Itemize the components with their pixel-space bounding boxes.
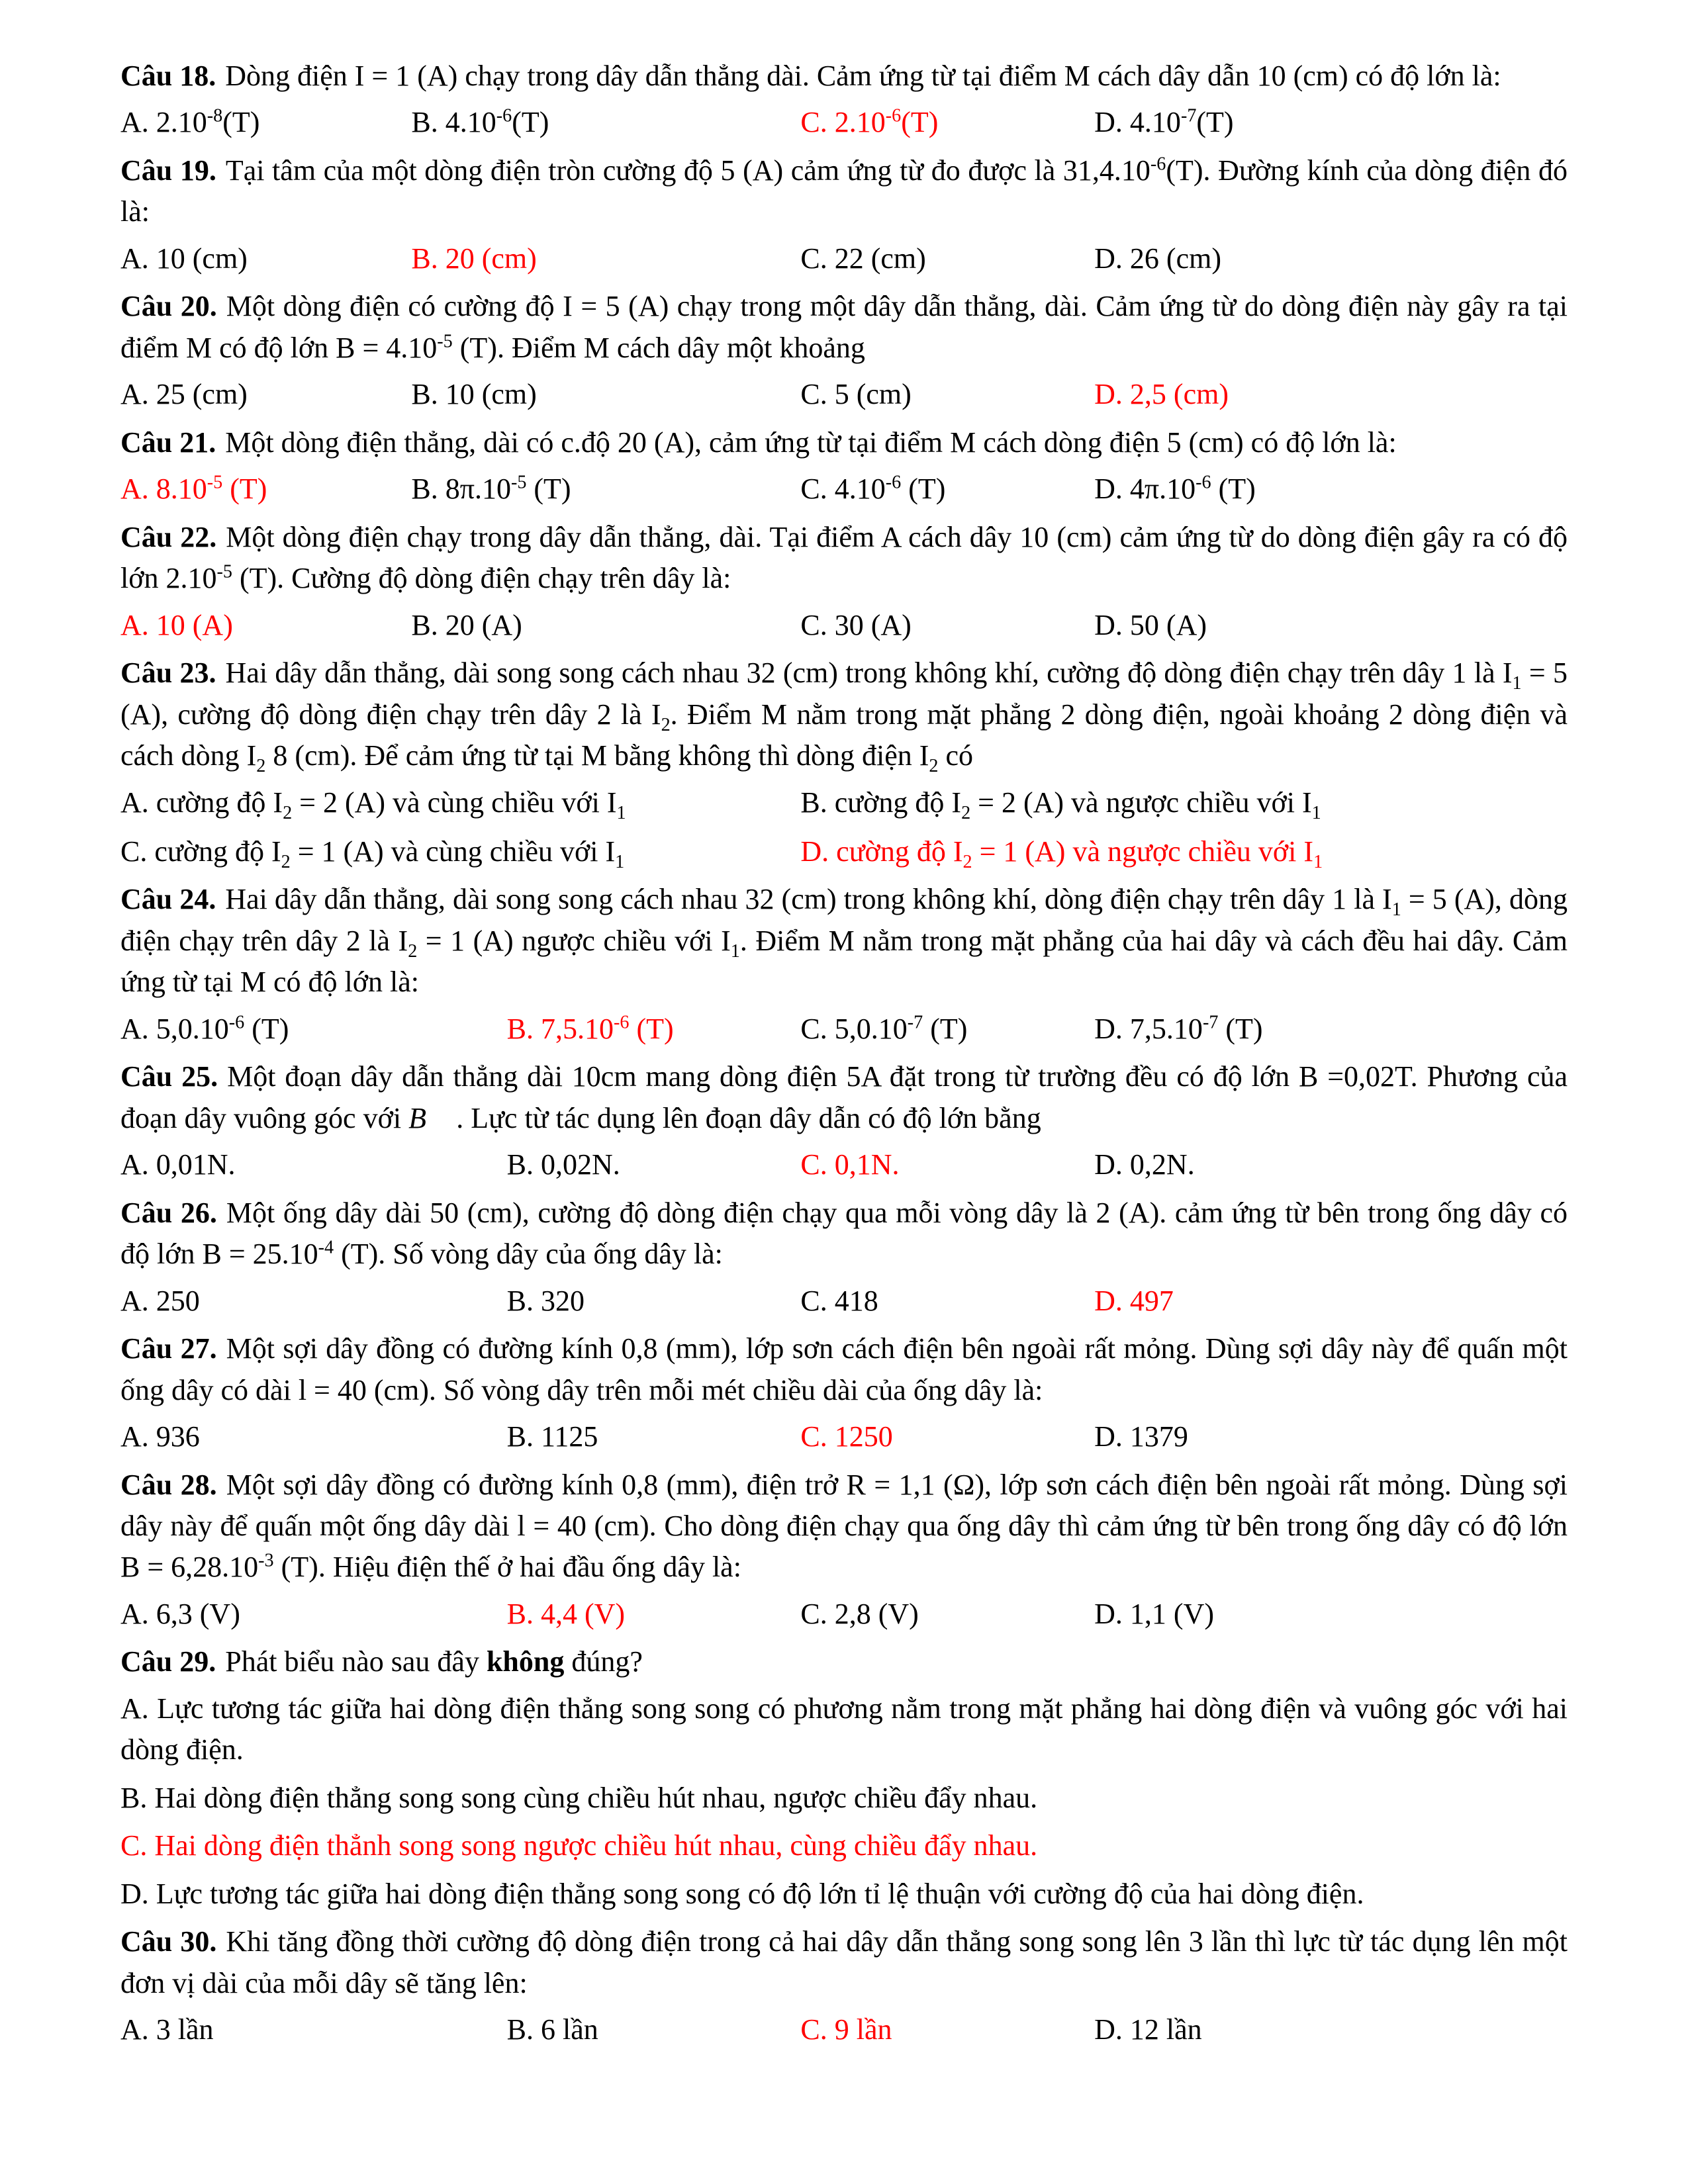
option-d: D. $4.10^{-7}(T)$ — [1094, 105, 1234, 139]
option-a: A. 3 lần — [120, 2013, 214, 2046]
option-a: A. 936 — [120, 1420, 200, 1453]
question-number: Câu 19. — [120, 154, 216, 187]
question-23 — [120, 653, 1568, 872]
question-19 — [120, 150, 1568, 279]
options-list — [120, 1688, 1568, 1915]
question-number: Câu 25. — [120, 1060, 218, 1093]
question-26 — [120, 1193, 1568, 1322]
option-c: C. $4.10^{-6}$ (T) — [800, 472, 946, 506]
option-c: C. 418 — [800, 1284, 878, 1317]
question-text: Một đoạn dây dẫn thẳng dài 10cm mang dòng điện 5A đặt trong từ trường đều có độ lớn B =0,02T. Phương của đoạn dây vuông góc với B⃗ . Lực từ tác dụng lên đoạn dây dẫn có độ lớn bằng — [120, 1060, 1568, 1134]
question-number: Câu 22. — [120, 520, 217, 553]
question-stem — [120, 653, 1568, 776]
option-c: C. cường độ $I_2 = 1$ (A) và cùng chiều với $I_1$ — [120, 835, 625, 872]
question-stem — [120, 422, 1568, 463]
question-text: Dòng điện I = 1 (A) chạy trong dây dẫn thẳng dài. Cảm ứng từ tại điểm M cách dây dẫn 10 (cm) có độ lớn là: — [225, 60, 1501, 92]
option-b: B. 1125 — [506, 1420, 598, 1453]
question-20 — [120, 286, 1568, 415]
option-d: D. 1,1 (V) — [1094, 1597, 1215, 1630]
option-c: C. 5 (cm) — [800, 378, 912, 411]
option-b: B. $4.10^{-6}(T)$ — [411, 105, 549, 139]
option-a: A. cường độ $I_2 = 2$ (A) và cùng chiều với $I_1$ — [120, 786, 626, 823]
option-a: A. Lực tương tác giữa hai dòng điện thẳng song song có phương nằm trong mặt phẳng hai dòng điện và vuông góc với hai dòng điện. — [120, 1692, 1568, 1766]
question-number: Câu 20. — [120, 290, 217, 323]
question-number: Câu 27. — [120, 1332, 217, 1365]
option-c: C. 2,8 (V) — [800, 1597, 919, 1630]
options-row — [120, 2009, 1568, 2050]
question-text: Khi tăng đồng thời cường độ dòng điện trong cả hai dây dẫn thẳng song song lên 3 lần thì lực từ tác dụng lên một đơn vị dài của mỗi dây sẽ tăng lên: — [120, 1925, 1568, 1999]
option-b: B. 4,4 (V) — [506, 1597, 626, 1630]
question-number: Câu 18. — [120, 60, 216, 92]
option-d: D. 1379 — [1094, 1420, 1188, 1453]
question-text: Phát biểu nào sau đây không đúng? — [225, 1645, 643, 1678]
option-a: A. $2.10^{-8}(T)$ — [120, 105, 260, 139]
question-stem — [120, 879, 1568, 1003]
option-d: D. 26 (cm) — [1094, 242, 1221, 275]
option-a: A. 25 (cm) — [120, 378, 248, 411]
options-row — [120, 374, 1568, 415]
options-row — [120, 1009, 1568, 1050]
question-stem — [120, 1921, 1568, 2004]
option-a: A. $5,0.10^{-6}$ (T) — [120, 1012, 289, 1045]
option-d: D. 50 (A) — [1094, 608, 1207, 641]
option-c: C. 1250 — [800, 1420, 893, 1453]
option-b: B. 0,02N. — [506, 1148, 620, 1181]
question-22 — [120, 517, 1568, 646]
option-c: C. $2.10^{-6}(T)$ — [800, 105, 939, 139]
option-a: A. 6,3 (V) — [120, 1597, 240, 1630]
question-stem — [120, 1328, 1568, 1411]
question-text: Hai dây dẫn thẳng, dài song song cách nhau 32 (cm) trong không khí, cường độ dòng điện chạy trên dây 1 là $I_1 = 5$ (A), cường độ dòng điện chạy trên dây 2 là $I_2$. Điểm M nằm trong mặt phẳng 2 dòng điện, ngoài khoảng 2 dòng điện và cách dòng $I_2$ 8 (cm). Để cảm ứng từ tại M bằng không thì dòng điện $I_2$ có — [120, 657, 1568, 776]
option-c: C. 22 (cm) — [800, 242, 926, 275]
option-b: B. $8\pi.10^{-5}$ (T) — [411, 472, 571, 506]
options-row — [120, 469, 1568, 510]
option-a: A. 0,01N. — [120, 1148, 236, 1181]
question-stem — [120, 1056, 1568, 1139]
question-number: Câu 28. — [120, 1468, 217, 1501]
option-b: B. 20 (cm) — [411, 242, 537, 275]
option-d: D. cường độ $I_2 = 1$ (A) và ngược chiều với $I_1$ — [800, 835, 1323, 872]
option-a: A. 250 — [120, 1284, 200, 1317]
question-stem — [120, 517, 1568, 600]
option-c: C. 9 lần — [800, 2013, 892, 2046]
option-b: B. 10 (cm) — [411, 378, 537, 411]
option-d: D. $7,5.10^{-7}$ (T) — [1094, 1012, 1263, 1045]
option-d: D. 497 — [1094, 1284, 1174, 1317]
option-d: D. Lực tương tác giữa hai dòng điện thẳng song song có độ lớn tỉ lệ thuận với cường độ của hai dòng điện. — [120, 1877, 1364, 1910]
option-b: B. $7,5.10^{-6}$ (T) — [506, 1012, 674, 1045]
question-29 — [120, 1641, 1568, 1915]
question-25 — [120, 1056, 1568, 1185]
options-row — [120, 1281, 1568, 1322]
option-d: D. 2,5 (cm) — [1094, 378, 1229, 411]
question-text: Tại tâm của một dòng điện tròn cường độ 5 (A) cảm ứng từ đo được là $31,4.10^{-6}(T)$. Đường kính của dòng điện đó là: — [120, 154, 1568, 228]
question-stem — [120, 56, 1568, 97]
option-c: C. Hai dòng điện thẳnh song song ngược chiều hút nhau, cùng chiều đẩy nhau. — [120, 1829, 1038, 1862]
option-b: B. Hai dòng điện thẳng song song cùng chiều hút nhau, ngược chiều đẩy nhau. — [120, 1781, 1038, 1814]
question-stem — [120, 150, 1568, 233]
option-a: A. $8.10^{-5}$ (T) — [120, 472, 267, 506]
option-c: C. $5,0.10^{-7}$ (T) — [800, 1012, 968, 1045]
option-c: C. 0,1N. — [800, 1148, 900, 1181]
question-stem — [120, 1193, 1568, 1275]
question-stem — [120, 286, 1568, 369]
option-b: B. 20 (A) — [411, 608, 522, 641]
option-d: D. $4\pi.10^{-6}$ (T) — [1094, 472, 1256, 506]
option-d: D. 0,2N. — [1094, 1148, 1195, 1181]
options-row — [120, 1416, 1568, 1457]
question-text: Một dòng điện chạy trong dây dẫn thẳng, dài. Tại điểm A cách dây 10 (cm) cảm ứng từ do dòng điện gây ra có độ lớn $2.10^{-5}$ (T). Cường độ dòng điện chạy trên dây là: — [120, 520, 1568, 595]
question-27 — [120, 1328, 1568, 1457]
option-c: C. 30 (A) — [800, 608, 912, 641]
question-stem — [120, 1641, 1568, 1682]
options-row — [120, 1144, 1568, 1185]
options-row — [120, 102, 1568, 143]
question-number: Câu 26. — [120, 1196, 217, 1229]
question-text: Một dòng điện có cường độ I = 5 (A) chạy trong một dây dẫn thẳng, dài. Cảm ứng từ do dòng điện này gây ra tại điểm M có độ lớn $B = 4.10^{-5}$ (T). Điểm M cách dây một khoảng — [120, 290, 1568, 364]
question-number: Câu 23. — [120, 657, 216, 690]
question-text: Hai dây dẫn thẳng, dài song song cách nhau 32 (cm) trong không khí, dòng điện chạy trên dây 1 là $I_1 = 5$ (A), dòng điện chạy trên dây 2 là $I_2 = 1$ (A) ngược chiều với $I_1$. Điểm M nằm trong mặt phẳng của hai dây và cách đều hai dây. Cảm ứng từ tại M có độ lớn là: — [120, 883, 1568, 999]
question-text: Một dòng điện thẳng, dài có c.độ 20 (A), cảm ứng từ tại điểm M cách dòng điện 5 (cm) có độ lớn là: — [225, 426, 1397, 459]
question-number: Câu 30. — [120, 1925, 217, 1958]
question-28 — [120, 1465, 1568, 1635]
option-a: A. 10 (cm) — [120, 242, 248, 275]
question-21 — [120, 422, 1568, 510]
question-text: Một sợi dây đồng có đường kính 0,8 (mm), lớp sơn cách điện bên ngoài rất mỏng. Dùng sợi dây này để quấn một ống dây có dài l = 40 (cm). Số vòng dây trên mỗi mét chiều dài của ống dây là: — [120, 1332, 1568, 1406]
question-30 — [120, 1921, 1568, 2050]
option-b: B. 6 lần — [506, 2013, 598, 2046]
question-18 — [120, 56, 1568, 144]
question-stem — [120, 1465, 1568, 1588]
option-b: B. 320 — [506, 1284, 585, 1317]
question-text: Một ống dây dài 50 (cm), cường độ dòng điện chạy qua mỗi vòng dây là 2 (A). cảm ứng từ bên trong ống dây có độ lớn $B = 25.10^{-4}$ (T). Số vòng dây của ống dây là: — [120, 1196, 1568, 1271]
question-number: Câu 21. — [120, 426, 216, 459]
option-a: A. 10 (A) — [120, 608, 233, 641]
options-row — [120, 605, 1568, 646]
question-number: Câu 29. — [120, 1645, 216, 1678]
question-number: Câu 24. — [120, 883, 216, 916]
options-row — [120, 782, 1568, 873]
option-d: D. 12 lần — [1094, 2013, 1202, 2046]
question-24 — [120, 879, 1568, 1050]
options-row — [120, 1594, 1568, 1635]
question-text: Một sợi dây đồng có đường kính 0,8 (mm), điện trở R = 1,1 (Ω), lớp sơn cách điện bên ngoài rất mỏng. Dùng sợi dây này để quấn một ống dây dài l = 40 (cm). Cho dòng điện chạy qua ống dây thì cảm ứng từ bên trong ống dây có độ lớn $B = 6,28.10^{-3}$ (T). Hiệu điện thế ở hai đầu ống dây là: — [120, 1468, 1568, 1584]
option-b: B. cường độ $I_2 = 2$ (A) và ngược chiều với $I_1$ — [800, 786, 1321, 823]
options-row — [120, 238, 1568, 279]
